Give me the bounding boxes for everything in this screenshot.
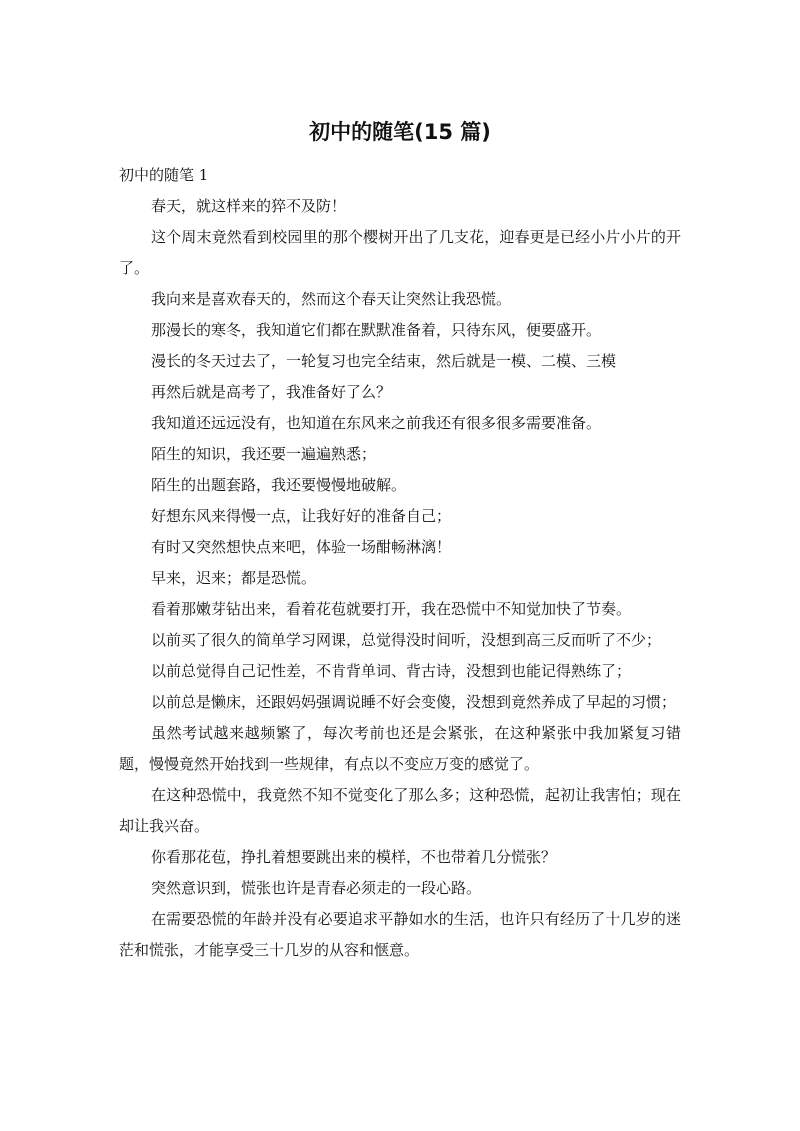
paragraph-8: 陌生的知识，我还要一遍遍熟悉； [151, 445, 377, 463]
section-heading: 初中的随笔 1 [119, 166, 209, 184]
paragraph-3: 我向来是喜欢春天的，然而这个春天让突然让我恐慌。 [151, 290, 512, 308]
paragraph-15: 以前总觉得自己记性差，不肯背单词、背古诗，没想到也能记得熟练了； [151, 662, 632, 680]
paragraph-19: 你看那花苞，挣扎着想要跳出来的模样，不也带着几分慌张？ [151, 848, 557, 866]
paragraph-2: 这个周末竟然看到校园里的那个樱树开出了几支花，迎春更是已经小片小片的开了。 [119, 228, 681, 277]
paragraph-9: 陌生的出题套路，我还要慢慢地破解。 [151, 476, 407, 494]
paragraph-16: 以前总是懒床，还跟妈妈强调说睡不好会变傻，没想到竟然养成了早起的习惯； [151, 693, 677, 711]
paragraph-20: 突然意识到，慌张也许是青春必须走的一段心路。 [151, 879, 482, 897]
paragraph-12: 早来，迟来；都是恐慌。 [151, 569, 317, 587]
paragraph-10: 好想东风来得慢一点，让我好好的准备自己； [151, 507, 452, 525]
document-body [119, 160, 681, 966]
paragraph-1: 春天，就这样来的猝不及防！ [151, 197, 347, 215]
paragraph-11: 有时又突然想快点来吧，体验一场酣畅淋漓！ [151, 538, 452, 556]
paragraph-17: 虽然考试越来越频繁了，每次考前也还是会紧张，在这种紧张中我加紧复习错题，慢慢竟然开始找到一些规律，有点以不变应万变的感觉了。 [119, 724, 681, 773]
paragraph-7: 我知道还远远没有，也知道在东风来之前我还有很多很多需要准备。 [151, 414, 602, 432]
paragraph-18: 在这种恐慌中，我竟然不知不觉变化了那么多；这种恐慌，起初让我害怕；现在却让我兴奋。 [119, 786, 681, 835]
document-title: 初中的随笔(15 篇) [309, 120, 491, 144]
paragraph-21: 在需要恐慌的年龄并没有必要追求平静如水的生活，也许只有经历了十几岁的迷茫和慌张，才能享受三十几岁的从容和惬意。 [119, 910, 681, 959]
paragraph-4: 那漫长的寒冬，我知道它们都在默默准备着，只待东风，便要盛开。 [151, 321, 602, 339]
paragraph-14: 以前买了很久的简单学习网课，总觉得没时间听，没想到高三反而听了不少； [151, 631, 662, 649]
paragraph-6: 再然后就是高考了，我准备好了么？ [151, 383, 392, 401]
paragraph-13: 看着那嫩芽钻出来，看着花苞就要打开，我在恐慌中不知觉加快了节奏。 [151, 600, 632, 618]
paragraph-5: 漫长的冬天过去了，一轮复习也完全结束，然后就是一模、二模、三模 [151, 352, 617, 370]
